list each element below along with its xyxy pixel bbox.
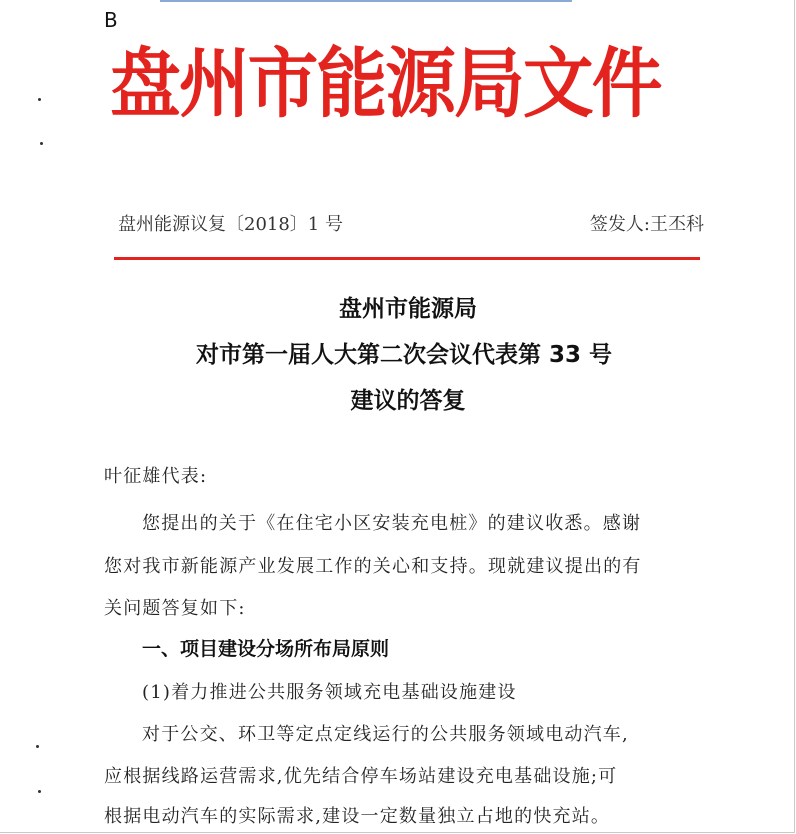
paragraph2-line-2: 应根据线路运营需求,优先结合停车场站建设充电基础设施;可	[104, 766, 618, 787]
document-masthead: 盘州市能源局文件	[110, 39, 661, 128]
paragraph-line-3: 关问题答复如下:	[104, 598, 246, 619]
section-heading: 一、项目建设分场所布局原则	[142, 638, 390, 660]
paragraph2-line-1: 对于公交、环卫等定点定线运行的公共服务领域电动汽车,	[142, 724, 629, 745]
paragraph-line-2: 您对我市新能源产业发展工作的关心和支持。现就建议提出的有	[104, 556, 642, 577]
paragraph-line-1: 您提出的关于《在住宅小区安装充电桩》的建议收悉。感谢	[142, 513, 642, 534]
title-line-2: 对市第一届人大第二次会议代表第 33 号	[195, 342, 613, 368]
scan-speck	[38, 790, 41, 793]
issuer-signature: 签发人:王丕科	[589, 214, 704, 235]
subsection-heading: (1)着力推进公共服务领域充电基础设施建设	[142, 682, 517, 703]
top-blue-line	[160, 0, 572, 2]
scan-speck	[40, 142, 43, 145]
salutation: 叶征雄代表:	[104, 466, 208, 487]
scan-speck	[36, 745, 39, 748]
scan-speck	[38, 98, 41, 101]
paragraph2-line-3: 根据电动汽车的实际需求,建设一定数量独立占地的快充站。	[104, 806, 611, 827]
title-line-3: 建议的答复	[350, 388, 466, 414]
document-number: 盘州能源议复〔2018〕1 号	[118, 214, 343, 235]
title-line-1: 盘州市能源局	[339, 296, 477, 322]
red-divider-rule	[114, 257, 700, 260]
corner-mark: B	[104, 8, 118, 32]
